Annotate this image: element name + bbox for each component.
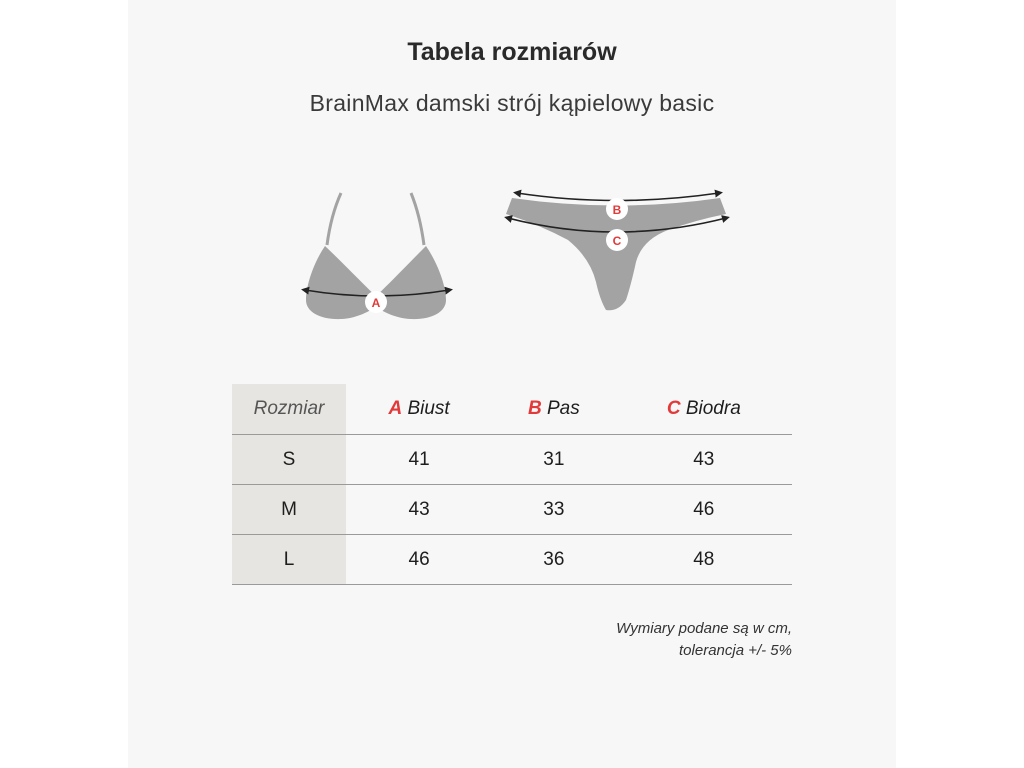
marker-b-label: B [612,203,622,217]
product-subtitle: BrainMax damski strój kąpielowy basic [309,90,715,116]
cell-hips: 43 [616,435,792,485]
header-bust [346,384,492,435]
cell-bust: 43 [346,485,492,535]
table-row [232,435,792,485]
header-waist-label: Pas [547,398,580,419]
cell-hips: 48 [616,535,792,585]
header-size: Rozmiar [232,384,346,435]
table-row [232,535,792,585]
table-row [232,485,792,535]
marker-a-label: A [371,296,381,310]
header-hips-letter: C [666,398,681,419]
cell-waist: 33 [492,485,615,535]
table-header-row [232,384,792,435]
cell-bust: 46 [346,535,492,585]
header-bust-letter: A [388,398,403,419]
cell-size: S [232,435,346,485]
marker-b [606,198,628,220]
marker-a [365,291,387,313]
cell-waist: 36 [492,535,615,585]
cell-hips: 46 [616,485,792,535]
note-line-1: Wymiary podane są w cm, [616,620,792,637]
marker-c-label: C [612,234,622,248]
cell-bust: 41 [346,435,492,485]
header-hips-label: Biodra [685,398,741,419]
swimsuit-illustration [128,0,896,340]
cell-waist: 31 [492,435,615,485]
header-bust-label: Biust [407,398,450,419]
cell-size: L [232,535,346,585]
cell-size: M [232,485,346,535]
size-chart-panel [128,0,896,768]
note-line-2: tolerancja +/- 5% [679,642,792,659]
measurement-note [616,618,792,662]
header-waist [492,384,615,435]
size-table [232,384,792,585]
size-table-container [232,384,792,585]
header-hips [616,384,792,435]
header-waist-letter: B [527,398,542,419]
marker-c [606,229,628,251]
page-title: Tabela rozmiarów [407,38,617,66]
